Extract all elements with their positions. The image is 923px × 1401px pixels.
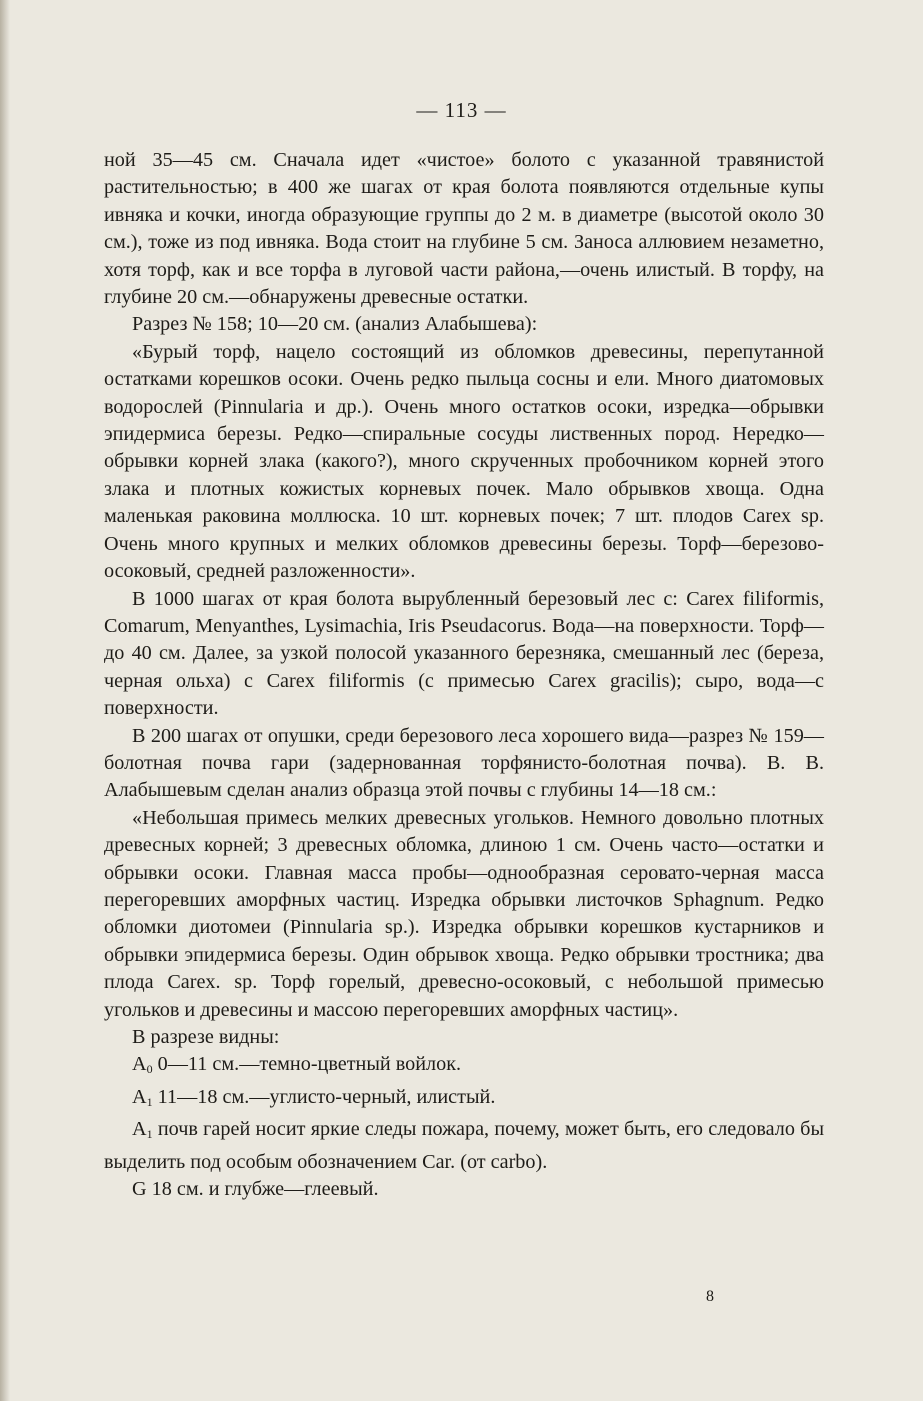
page-edge-shadow [0, 0, 10, 1401]
horizon-symbol: A [132, 1053, 147, 1076]
signature-mark: 8 [706, 1288, 714, 1305]
horizon-g: G 18 см. и глубже—глеевый. [132, 1178, 379, 1201]
horizon-a1-note [104, 1116, 824, 1176]
horizon-index: 1 [146, 1127, 153, 1142]
paragraph-analysis-159: «Небольшая примесь мелких древесных угольков. Немного довольно плотных древесных корней; 3 древесных обломка, длиною 1 см. Очень часто—остатки и обрывки осоки. Главная масса пробы—однообразная серовато-черная масса перегоревших аморфных частиц. Изредка обрывки листочков Sphagnum. Редко обломки диотомеи (Pinnularia sp.). Изредка обрывки корешков кустарников и обрывки эпидермиса березы. Один обрывок хвоща. Редко обрывки тростника; два плода Carex. sp. Торф горелый, древесно-осоковый, с небольшой примесью угольков и древесины и массою перегоревших аморфных частиц». [104, 806, 824, 1021]
horizon-text: 11—18 см.—углисто-черный, илистый. [157, 1085, 496, 1108]
horizon-symbol: A [132, 1085, 147, 1108]
paragraph-horizons-intro: В разрезе видны: [132, 1026, 280, 1048]
horizon-symbol: A [132, 1118, 147, 1141]
horizon-text: почв гарей носит яркие следы пожара, почему, может быть, его следовало бы выделить под особым обозначением Car. (от carbo). [104, 1118, 825, 1173]
page-number-header: — 113 — [416, 98, 507, 122]
body-text [104, 147, 824, 1203]
horizon-a1 [104, 1084, 824, 1116]
horizon-index: 0 [146, 1062, 153, 1077]
paragraph-analysis-158: «Бурый торф, нацело состоящий из обломков древесины, перепутанной остатками корешков осоки. Очень редко пыльца сосны и ели. Много диатомовых водорослей (Pinnularia и др.). Очень много остатков осоки, изредка—обрывки эпидермиса березы. Редко—спиральные сосуды лиственных пород. Нередко—обрывки корней злака (какого?), много скрученных пробочником корней этого злака и плотных кожистых корневых почек. Мало обрывков хвоща. Одна маленькая раковина моллюска. 10 шт. корневых почек; 7 шт. плодов Carex sp. Очень много крупных и мелких обломков древесины березы. Торф—березово-осоковый, средней разложенности». [104, 340, 824, 583]
horizon-text: 0—11 см.—темно-цветный войлок. [157, 1053, 462, 1076]
horizon-a0 [104, 1051, 824, 1083]
horizon-index: 1 [146, 1094, 153, 1109]
paragraph-birch-forest: В 1000 шагах от края болота вырубленный березовый лес с: Carex filiformis, Comarum, Menyanthes, Lysimachia, Iris Pseudacorus. Вода—на поверхности. Торф—до 40 см. Далее, за узкой полосой указанного березняка, смешанный лес (береза, черная ольха) с Carex filiformis (с примесью Carex gracilis); сыро, вода—с поверхности. [104, 587, 824, 720]
paragraph-section-159: В 200 шагах от опушки, среди березового леса хорошего вида—разрез № 159—болотная почва гари (задернованная торфянисто-болотная почва). В. В. Алабышевым сделан анализ образца этой почвы с глубины 14—18 см.: [104, 724, 824, 802]
paragraph-continuation: ной 35—45 см. Сначала идет «чистое» болото с указанной травянистой растительностью; в 400 же шагах от края болота появляются отдельные купы ивняка и кочки, иногда образующие группы до 2 м. в диаметре (высотой около 30 см.), тоже из под ивняка. Вода стоит на глубине 5 см. Заноса аллювием незаметно, хотя торф, как и все торфа в луговой части района,—очень илистый. В торфу, на глубине 20 см.—обнаружены древесные остатки. [104, 149, 824, 309]
paragraph-section-158: Разрез № 158; 10—20 см. (анализ Алабышева): [132, 313, 538, 336]
